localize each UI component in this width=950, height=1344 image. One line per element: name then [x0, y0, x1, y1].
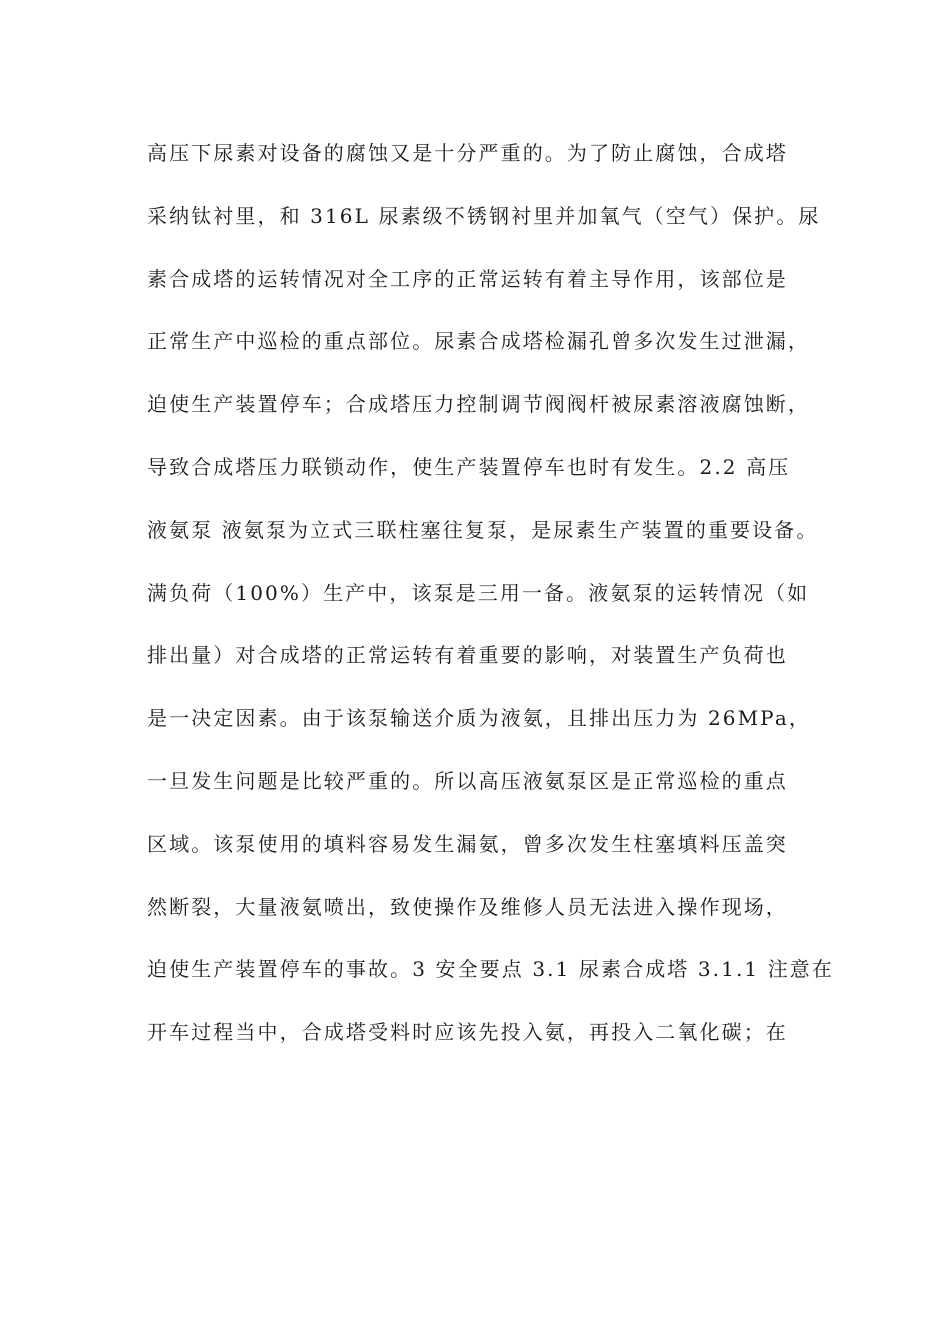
text-line: 迫使生产装置停车的事故。3 安全要点 3.1 尿素合成塔 3.1.1 注意在	[147, 957, 835, 982]
text-line: 开车过程当中，合成塔受料时应该先投入氨，再投入二氧化碳；在	[147, 1020, 788, 1045]
text-line: 满负荷（100%）生产中，该泵是三用一备。液氨泵的运转情况（如	[147, 580, 810, 605]
body-text	[147, 131, 835, 1073]
text-line: 正常生产中巡检的重点部位。尿素合成塔检漏孔曾多次发生过泄漏，	[147, 329, 810, 354]
text-line: 素合成塔的运转情况对全工序的正常运转有着主导作用，该部位是	[147, 266, 788, 291]
text-line: 采纳钛衬里，和 316L 尿素级不锈钢衬里并加氧气（空气）保护。尿	[147, 203, 821, 228]
text-line: 迫使生产装置停车；合成塔压力控制调节阀阀杆被尿素溶液腐蚀断，	[147, 392, 810, 417]
text-line: 然断裂，大量液氨喷出，致使操作及维修人员无法进入操作现场，	[147, 894, 788, 919]
text-line: 是一决定因素。由于该泵输送介质为液氨，且排出压力为 26MPa，	[147, 706, 811, 731]
text-line: 导致合成塔压力联锁动作，使生产装置停车也时有发生。2.2 高压	[147, 454, 791, 479]
text-line: 排出量）对合成塔的正常运转有着重要的影响，对装置生产负荷也	[147, 643, 788, 668]
text-line: 高压下尿素对设备的腐蚀又是十分严重的。为了防止腐蚀，合成塔	[147, 141, 788, 165]
text-line: 液氨泵 液氨泵为立式三联柱塞往复泵，是尿素生产装置的重要设备。	[147, 517, 819, 542]
text-line: 一旦发生问题是比较严重的。所以高压液氨泵区是正常巡检的重点	[147, 768, 788, 793]
text-line: 区域。该泵使用的填料容易发生漏氨，曾多次发生柱塞填料压盖突	[147, 831, 788, 856]
